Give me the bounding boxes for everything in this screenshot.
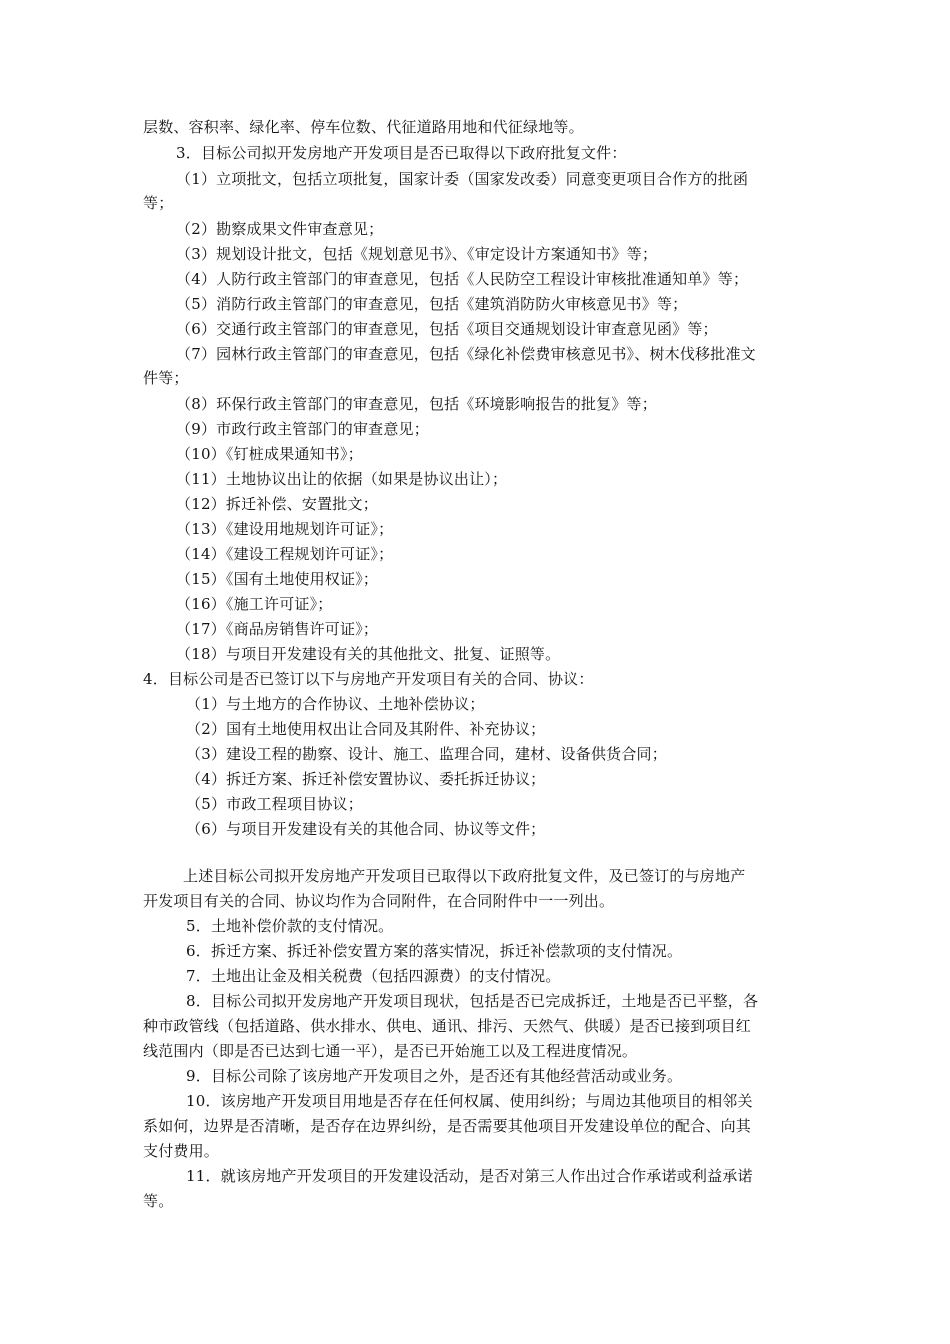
section-3-item-15: （15）《国有土地使用权证》；: [176, 570, 379, 588]
section-4-item-2: （2）国有土地使用权出让合同及其附件、补充协议；: [186, 720, 546, 738]
point-10-line-1: 10．该房地产开发项目用地是否存在任何权属、使用纠纷；与周边其他项目的相邻关: [186, 1092, 753, 1110]
point-7: 7．土地出让金及相关税费（包括四源费）的支付情况。: [186, 967, 561, 985]
point-6: 6．拆迁方案、拆迁补偿安置方案的落实情况，拆迁补偿款项的支付情况。: [186, 942, 683, 960]
section-3-item-4: （4）人防行政主管部门的审查意见，包括《人民防空工程设计审核批准通知单》等；: [176, 270, 749, 288]
point-8-line-3: 线范围内（即是否已达到七通一平），是否已开始施工以及工程进度情况。: [143, 1042, 638, 1060]
point-5: 5．土地补偿价款的支付情况。: [186, 917, 394, 935]
section-3-item-7-cont: 件等；: [143, 369, 189, 387]
section-3-item-1-cont: 等；: [143, 194, 174, 212]
section-3-item-14: （14）《建设工程规划许可证》；: [176, 545, 394, 563]
section-3-item-13: （13）《建设用地规划许可证》；: [176, 520, 394, 538]
section-3-item-2: （2）勘察成果文件审查意见；: [176, 220, 384, 238]
point-8-line-1: 8．目标公司拟开发房地产开发项目现状，包括是否已完成拆迁，土地是否已平整，各: [186, 992, 759, 1010]
section-3-item-1: （1）立项批文，包括立项批复，国家计委（国家发改委）同意变更项目合作方的批函: [176, 170, 749, 188]
section-3-item-16: （16）《施工许可证》；: [176, 595, 333, 613]
section-3-item-10: （10）《钉桩成果通知书》；: [176, 445, 363, 463]
section-4-item-3: （3）建设工程的勘察、设计、施工、监理合同，建材、设备供货合同；: [186, 745, 667, 763]
section-4-item-4: （4）拆迁方案、拆迁补偿安置协议、委托拆迁协议；: [186, 770, 546, 788]
point-10-line-3: 支付费用。: [143, 1142, 220, 1160]
section-3-item-3: （3）规划设计批文，包括《规划意见书》、《审定设计方案通知书》等；: [176, 245, 658, 263]
section-4-item-1: （1）与土地方的合作协议、土地补偿协议；: [186, 695, 485, 713]
section-3-item-7: （7）园林行政主管部门的审查意见，包括《绿化补偿费审核意见书》、树木伐移批准文: [176, 345, 756, 363]
point-8-line-2: 种市政管线（包括道路、供水排水、供电、通讯、排污、天然气、供暖）是否已接到项目红: [143, 1017, 752, 1035]
section-4-item-6: （6）与项目开发建设有关的其他合同、协议等文件；: [186, 820, 546, 838]
point-10-line-2: 系如何，边界是否清晰，是否存在边界纠纷，是否需要其他项目开发建设单位的配合、向其: [143, 1117, 752, 1135]
section-3-item-18: （18）与项目开发建设有关的其他批文、批复、证照等。: [176, 645, 561, 663]
point-11-line-1: 11．就该房地产开发项目的开发建设活动，是否对第三人作出过合作承诺或利益承诺: [186, 1167, 753, 1185]
section-4-heading: 4．目标公司是否已签订以下与房地产开发项目有关的合同、协议：: [143, 670, 594, 688]
section-3-item-5: （5）消防行政主管部门的审查意见，包括《建筑消防防火审核意见书》等；: [176, 295, 688, 313]
section-4-item-5: （5）市政工程项目协议；: [186, 795, 363, 813]
section-3-item-17: （17）《商品房销售许可证》；: [176, 620, 379, 638]
point-9: 9．目标公司除了该房地产开发项目之外，是否还有其他经营活动或业务。: [186, 1067, 683, 1085]
section-3-item-9: （9）市政行政主管部门的审查意见；: [176, 420, 429, 438]
point-11-line-2: 等。: [143, 1192, 174, 1210]
section-3-item-12: （12）拆迁补偿、安置批文；: [176, 495, 378, 513]
section-3-item-6: （6）交通行政主管部门的审查意见，包括《项目交通规划设计审查意见函》等；: [176, 320, 718, 338]
section-3-item-8: （8）环保行政主管部门的审查意见，包括《环境影响报告的批复》等；: [176, 395, 657, 413]
summary-line-1: 上述目标公司拟开发房地产开发项目已取得以下政府批复文件，及已签订的与房地产: [183, 867, 746, 885]
summary-line-2: 开发项目有关的合同、协议均作为合同附件，在合同附件中一一列出。: [143, 892, 615, 910]
paragraph-intro-tail: 层数、容积率、绿化率、停车位数、代征道路用地和代征绿地等。: [143, 118, 584, 136]
section-3-item-11: （11）土地协议出让的依据（如果是协议出让）；: [176, 470, 508, 488]
section-3-heading: 3．目标公司拟开发房地产开发项目是否已取得以下政府批复文件：: [176, 144, 627, 162]
